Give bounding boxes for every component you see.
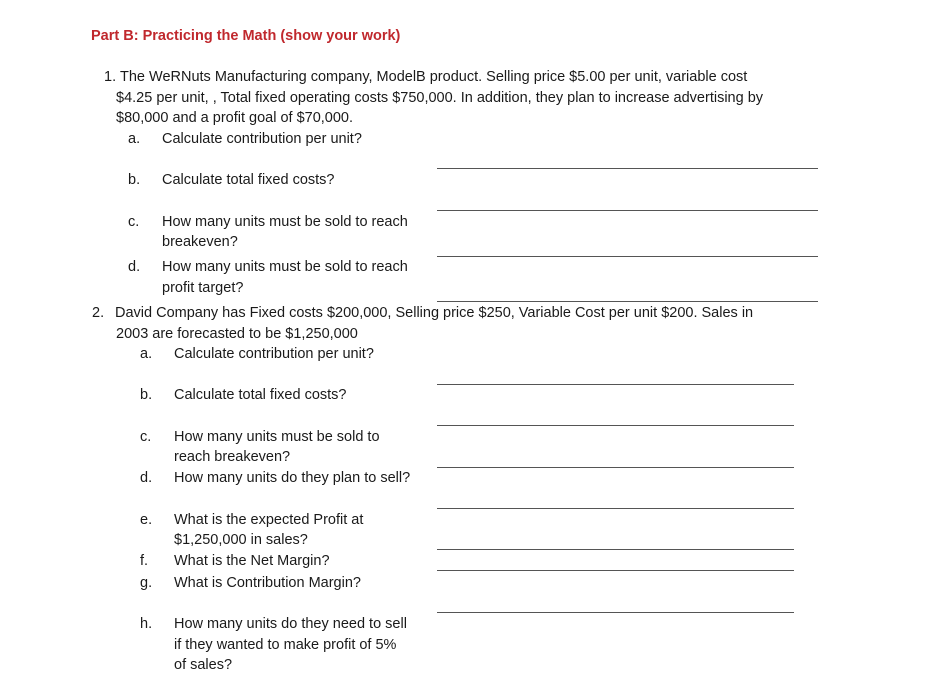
item-text: Calculate total fixed costs? [174,387,347,403]
item-text: of sales? [174,657,233,673]
item-letter: e. [140,512,153,528]
item-text: How many units must be sold to [174,429,380,445]
item-letter: h. [140,616,153,632]
answer-line[interactable] [437,612,794,613]
item-text: Calculate contribution per unit? [174,346,374,362]
question-number: 2. [92,305,105,321]
item-text: How many units do they plan to sell? [174,470,411,486]
item-text: profit target? [162,280,244,296]
item-letter: c. [128,214,140,230]
answer-line[interactable] [437,570,794,571]
item-text: if they wanted to make profit of 5% [174,637,397,653]
item-text: $1,250,000 in sales? [174,532,308,548]
question-text-line: The WeRNuts Manufacturing company, ModelB product. Selling price $5.00 per unit, variable cost [120,69,748,85]
item-text: What is Contribution Margin? [174,575,361,591]
answer-line[interactable] [437,508,794,509]
item-letter: d. [140,470,153,486]
item-text: How many units must be sold to reach [162,259,408,275]
answer-line[interactable] [437,301,818,302]
answer-line[interactable] [437,467,794,468]
section-heading: Part B: Practicing the Math (show your work) [91,28,401,44]
answer-line[interactable] [437,210,818,211]
item-text: What is the Net Margin? [174,553,330,569]
item-text: Calculate contribution per unit? [162,131,362,147]
question-text-line: 2003 are forecasted to be $1,250,000 [116,326,358,342]
item-text: reach breakeven? [174,449,291,465]
item-letter: a. [128,131,141,147]
answer-line[interactable] [437,425,794,426]
item-letter: a. [140,346,153,362]
answer-line[interactable] [437,256,818,257]
question-text-line: David Company has Fixed costs $200,000, Selling price $250, Variable Cost per unit $200. Sales in [115,305,754,321]
answer-line[interactable] [437,549,794,550]
item-text: What is the expected Profit at [174,512,364,528]
item-text: How many units do they need to sell [174,616,407,632]
question-number: 1. [104,69,117,85]
item-text: breakeven? [162,234,238,250]
answer-line[interactable] [437,168,818,169]
item-letter: c. [140,429,152,445]
item-letter: f. [140,553,149,569]
question-text-line: $4.25 per unit, , Total fixed operating costs $750,000. In addition, they plan to increase advertising by [116,90,764,106]
item-letter: b. [140,387,153,403]
item-text: How many units must be sold to reach [162,214,408,230]
item-letter: b. [128,172,141,188]
item-text: Calculate total fixed costs? [162,172,335,188]
answer-line[interactable] [437,384,794,385]
item-letter: d. [128,259,141,275]
item-letter: g. [140,575,153,591]
question-text-line: $80,000 and a profit goal of $70,000. [116,110,354,126]
